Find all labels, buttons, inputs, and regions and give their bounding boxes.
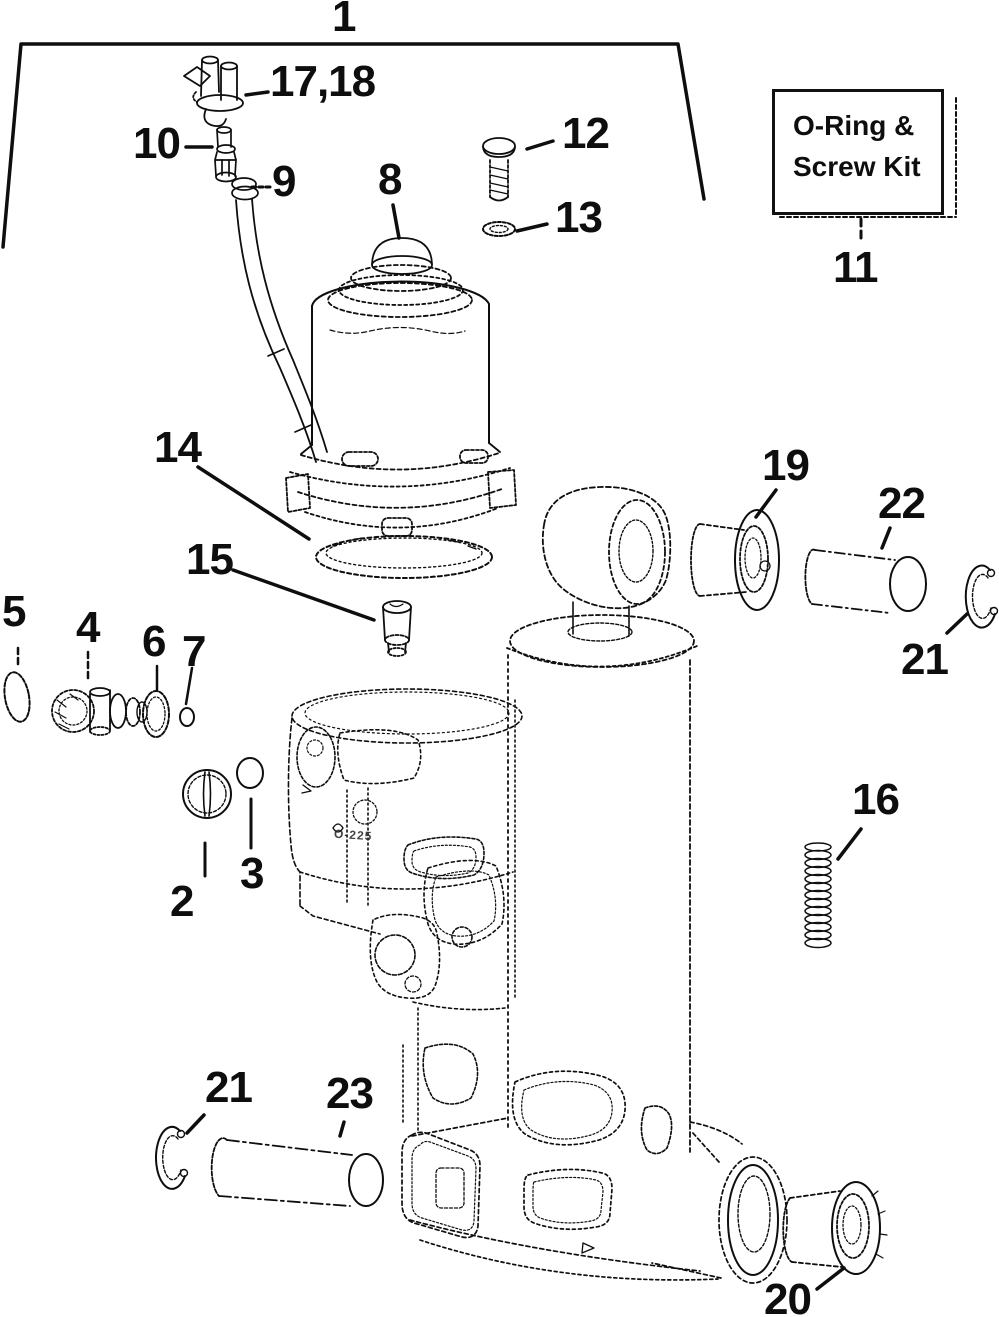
callout-2: 2: [170, 877, 194, 926]
callout-7: 7: [182, 627, 206, 676]
valve-4-drawing: [52, 652, 147, 735]
callout-19: 19: [762, 441, 809, 490]
oring-6-drawing: [143, 666, 169, 737]
manual-release-valve-drawing: [184, 57, 268, 127]
tube-23-drawing: [212, 1122, 383, 1206]
oring-3-drawing: [237, 758, 263, 848]
callout-20: 20: [764, 1275, 811, 1317]
snap-ring-21l-drawing: [156, 1115, 204, 1189]
callout-13: 13: [555, 193, 602, 242]
callout-17-18: 17,18: [270, 57, 376, 106]
callout-22: 22: [878, 479, 925, 528]
callout-14: 14: [154, 423, 201, 472]
kit-box-line1: O-Ring &: [793, 110, 915, 141]
callout-5: 5: [2, 587, 26, 636]
spring-16-drawing: [805, 829, 861, 948]
kit-reference-box: [772, 89, 944, 215]
callout-8: 8: [378, 155, 402, 204]
cable-fitting-drawing: [186, 127, 327, 462]
callout-10: 10: [133, 119, 180, 168]
screw-drawing: [483, 138, 553, 201]
oring-5-drawing: [1, 648, 33, 724]
callout-21-right: 21: [901, 635, 948, 684]
bushing-19-drawing: [691, 490, 779, 610]
leader-lines: [393, 205, 399, 238]
callout-1: 1: [332, 0, 356, 41]
callout-11: 11: [833, 243, 878, 292]
plug-2-drawing: [183, 770, 231, 876]
callout-12: 12: [562, 109, 609, 158]
cylinder-drawing: [507, 487, 697, 1152]
bushing-20-drawing: [783, 1182, 887, 1289]
oring-13-drawing: [483, 222, 547, 236]
callout-21-left: 21: [205, 1063, 252, 1112]
callout-23: 23: [326, 1069, 373, 1118]
snap-ring-21r-drawing: [947, 566, 998, 633]
callout-16: 16: [852, 775, 899, 824]
callout-9: 9: [272, 157, 296, 206]
filter-drawing: [233, 570, 411, 656]
oring-7-drawing: [180, 668, 194, 726]
callout-3: 3: [240, 849, 264, 898]
kit-box-line2: Screw Kit: [793, 150, 921, 182]
callout-15: 15: [186, 535, 233, 584]
casting-mark: O-225: [333, 826, 373, 844]
callout-6: 6: [142, 617, 166, 666]
pin-22-drawing: [805, 528, 926, 613]
motor-drawing: [286, 205, 516, 536]
manifold-drawing: [288, 689, 522, 1130]
callout-4: 4: [76, 603, 100, 652]
